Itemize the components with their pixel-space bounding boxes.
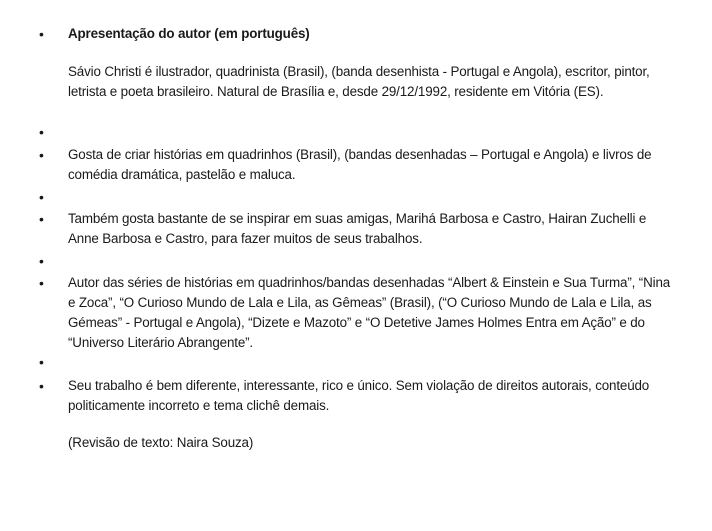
list-item-text: Gosta de criar histórias em quadrinhos (Brasil), (bandas desenhadas – Portugal e Angola) e livros de comédia dramática, pastelão e maluca.: [68, 147, 652, 182]
list-item-text: Também gosta bastante de se inspirar em suas amigas, Marihá Barbosa e Castro, Hairan Zuchelli e Anne Barbosa e Castro, para fazer muitos de seus trabalhos.: [68, 211, 647, 246]
bullet: •: [39, 124, 44, 140]
list-item-text: Seu trabalho é bem diferente, interessante, rico e único. Sem violação de direitos autorais, conteúdo politicamente incorreto e tema clichê demais.: [68, 378, 650, 413]
intro-paragraph: Sávio Christi é ilustrador, quadrinista (Brasil), (banda desenhista - Portugal e Angola), escritor, pintor, letrista e poeta brasileiro. Natural de Brasília e, desde 29/12/1992, residente em Vitória (ES).: [68, 64, 650, 99]
revision-note: (Revisão de texto: Naira Souza): [68, 435, 254, 450]
bullet: •: [39, 354, 44, 370]
bullet: •: [39, 211, 44, 227]
bullet: •: [39, 147, 44, 163]
bullet: •: [39, 275, 44, 291]
bullet: •: [39, 189, 44, 205]
bullet: •: [39, 378, 44, 394]
list-item-text: Autor das séries de histórias em quadrinhos/bandas desenhadas “Albert & Einstein e Sua Turma”, “Nina e Zoca”, “O Curioso Mundo de Lala e Lila, as Gêmeas” (Brasil), (“O Curioso Mundo de Lala e Lila, as Gémeas” - Portugal e Angola), “Dizete e Mazoto” e “O Detetive James Holmes Entra em Ação” e do “Universo Literário Abrangente”.: [68, 275, 671, 350]
bullet: •: [39, 253, 44, 269]
bullet: •: [39, 26, 44, 42]
heading: Apresentação do autor (em português): [68, 26, 310, 41]
